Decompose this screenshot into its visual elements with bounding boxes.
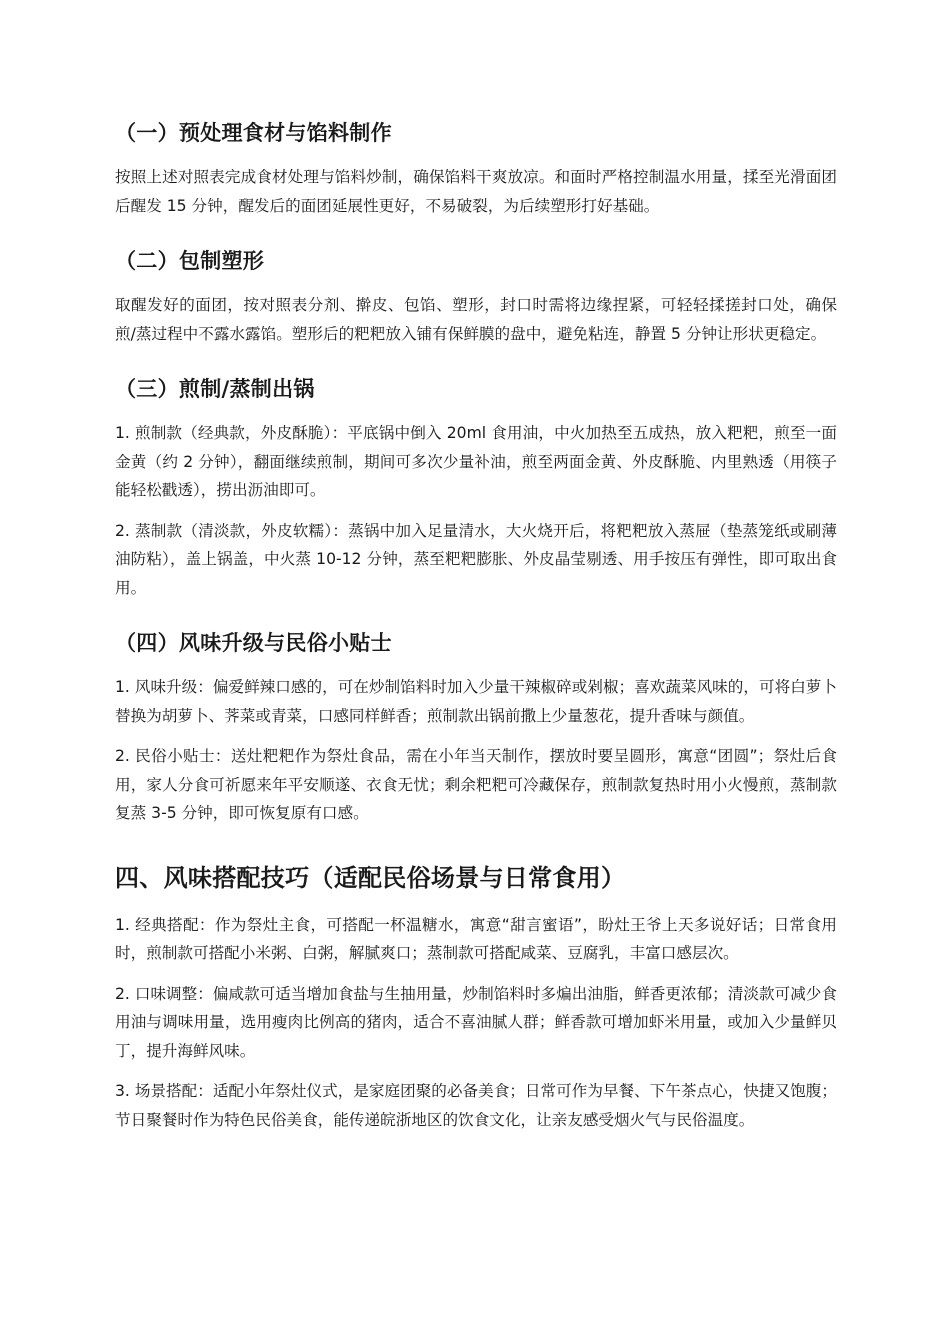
main-section-heading: 四、风味搭配技巧（适配民俗场景与日常食用） (115, 863, 626, 892)
main-section-paragraph-1: 1. 经典搭配：作为祭灶主食，可搭配一杯温糖水，寓意“甜言蜜语”，盼灶王爷上天多说好话；日常食用时，煎制款可搭配小米粥、白粥，解腻爽口；蒸制款可搭配咸菜、豆腐乳，丰富口感层次。 (115, 915, 837, 962)
section-heading-4: （四）风味升级与民俗小贴士 (115, 631, 392, 655)
section-heading-1: （一）预处理食材与馅料制作 (115, 121, 392, 145)
section-heading-2: （二）包制塑形 (115, 249, 265, 273)
section-3-paragraph-1: 1. 煎制款（经典款，外皮酥脆）：平底锅中倒入 20ml 食用油，中火加热至五成热，放入粑粑，煎至一面金黄（约 2 分钟），翻面继续煎制，期间可多次少量补油，煎至两面金黄、外皮酥脆、内里熟透（用筷子能轻松戳透），捞出沥油即可。 (115, 424, 837, 499)
section-4-paragraph-2: 2. 民俗小贴士：送灶粑粑作为祭灶食品，需在小年当天制作，摆放时要呈圆形，寓意“团圆”；祭灶后食用，家人分食可祈愿来年平安顺遂、衣食无忧；剩余粑粑可冷藏保存，煎制款复热时用小火慢煎，蒸制款复蒸 3-5 分钟，即可恢复原有口感。 (115, 747, 837, 822)
section-2-paragraph: 取醒发好的面团，按对照表分剂、擀皮、包馅、塑形，封口时需将边缘捏紧，可轻轻揉搓封口处，确保煎/蒸过程中不露水露馅。塑形后的粑粑放入铺有保鲜膜的盘中，避免粘连，静置 5 分钟让形状更稳定。 (115, 296, 837, 343)
main-section-paragraph-2: 2. 口味调整：偏咸款可适当增加食盐与生抽用量，炒制馅料时多煸出油脂，鲜香更浓郁；清淡款可减少食用油与调味用量，选用瘦肉比例高的猪肉，适合不喜油腻人群；鲜香款可增加虾米用量，或加入少量鲜贝丁，提升海鲜风味。 (115, 984, 837, 1060)
section-3-paragraph-2: 2. 蒸制款（清淡款，外皮软糯）：蒸锅中加入足量清水，大火烧开后，将粑粑放入蒸屉（垫蒸笼纸或刷薄油防粘），盖上锅盖，中火蒸 10-12 分钟，蒸至粑粑膨胀、外皮晶莹剔透、用手按压有弹性，即可取出食用。 (115, 521, 837, 597)
section-1-paragraph: 按照上述对照表完成食材处理与馅料炒制，确保馅料干爽放凉。和面时严格控制温水用量，揉至光滑面团后醒发 15 分钟，醒发后的面团延展性更好，不易破裂，为后续塑形打好基础。 (115, 168, 837, 215)
section-4-paragraph-1: 1. 风味升级：偏爱鲜辣口感的，可在炒制馅料时加入少量干辣椒碎或剁椒；喜欢蔬菜风味的，可将白萝卜替换为胡萝卜、荠菜或青菜，口感同样鲜香；煎制款出锅前撒上少量葱花，提升香味与颜值。 (115, 678, 837, 725)
document-page (115, 113, 837, 1134)
main-section-paragraph-3: 3. 场景搭配：适配小年祭灶仪式，是家庭团聚的必备美食；日常可作为早餐、下午茶点心，快捷又饱腹；节日聚餐时作为特色民俗美食，能传递皖浙地区的饮食文化，让亲友感受烟火气与民俗温度。 (115, 1082, 837, 1129)
section-heading-3: （三）煎制/蒸制出锅 (115, 377, 315, 401)
